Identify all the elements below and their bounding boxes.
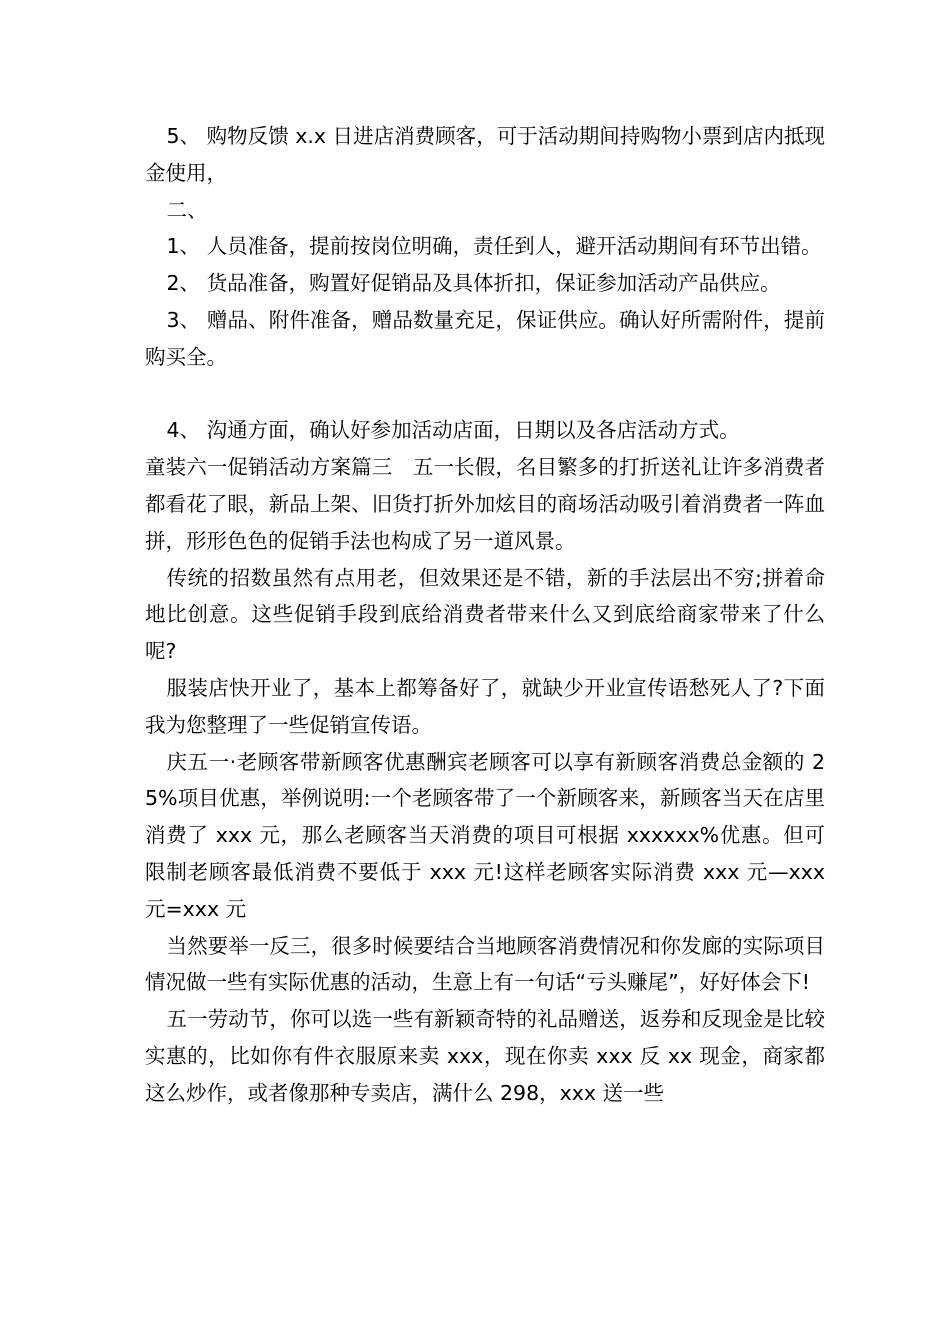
paragraph-adapt-locally: 当然要举一反三，很多时候要结合当地顾客消费情况和你发廊的实际项目情况做一些有实际优惠的活动，生意上有一句话“亏头赚尾”，好好体会下! (145, 933, 825, 995)
paragraph-item-3: 3、 赠品、附件准备，赠品数量充足，保证供应。确认好所需附件，提前购买全。 (145, 307, 825, 369)
paragraph-store-opening: 服装店快开业了，基本上都筹备好了，就缺少开业宣传语愁死人了?下面我为您整理了一些促销宣传语。 (145, 675, 825, 737)
paragraph-item-4: 4、 沟通方面，确认好参加活动店面，日期以及各店活动方式。 (166, 418, 740, 443)
paragraph-traditional-methods: 传统的招数虽然有点用老，但效果还是不错，新的手法层出不穷;拼着命地比创意。这些促销手段到底给消费者带来什么又到底给商家带来了什么呢? (145, 565, 825, 664)
paragraph-labor-day-gifts: 五一劳动节，你可以选一些有新颖奇特的礼品赠送，返券和反现金是比较实惠的，比如你有件衣服原来卖 xxx，现在你卖 xxx 反 xx 现金，商家都这么炒作，或者像那种专卖店，满什么 298，xxx 送一些 (145, 1007, 825, 1105)
paragraph-section-three: 童装六一促销活动方案篇三 五一长假，名目繁多的打折送礼让许多消费者都看花了眼，新品上架、旧货打折外加炫目的商场活动吸引着消费者一阵血拼，形形色色的促销手法也构成了另一道风景。 (145, 455, 825, 553)
paragraph-item-2: 2、 货品准备，购置好促销品及具体折扣，保证参加活动产品供应。 (166, 271, 781, 296)
blank-line (145, 376, 825, 413)
paragraph-may-day-promo: 庆五一·老顾客带新顾客优惠酬宾老顾客可以享有新顾客消费总金额的 25%项目优惠，举例说明:一个老顾客带了一个新顾客来，新顾客当天在店里消费了 xxx 元，那么老顾客当天消费的项目可根据 xxxxxx%优惠。但可限制老顾客最低消费不要低于 xxx 元!这样老顾客实际消费 xxx 元—xxx 元=xxx 元 (145, 749, 825, 921)
section-heading-two: 二、 (166, 197, 208, 222)
paragraph-item-1: 1、 人员准备，提前按岗位明确，责任到人，避开活动期间有环节出错。 (166, 234, 822, 259)
paragraph-item-5: 5、 购物反馈 x.x 日进店消费顾客，可于活动期间持购物小票到店内抵现金使用， (145, 124, 825, 185)
document-body (145, 118, 825, 1112)
